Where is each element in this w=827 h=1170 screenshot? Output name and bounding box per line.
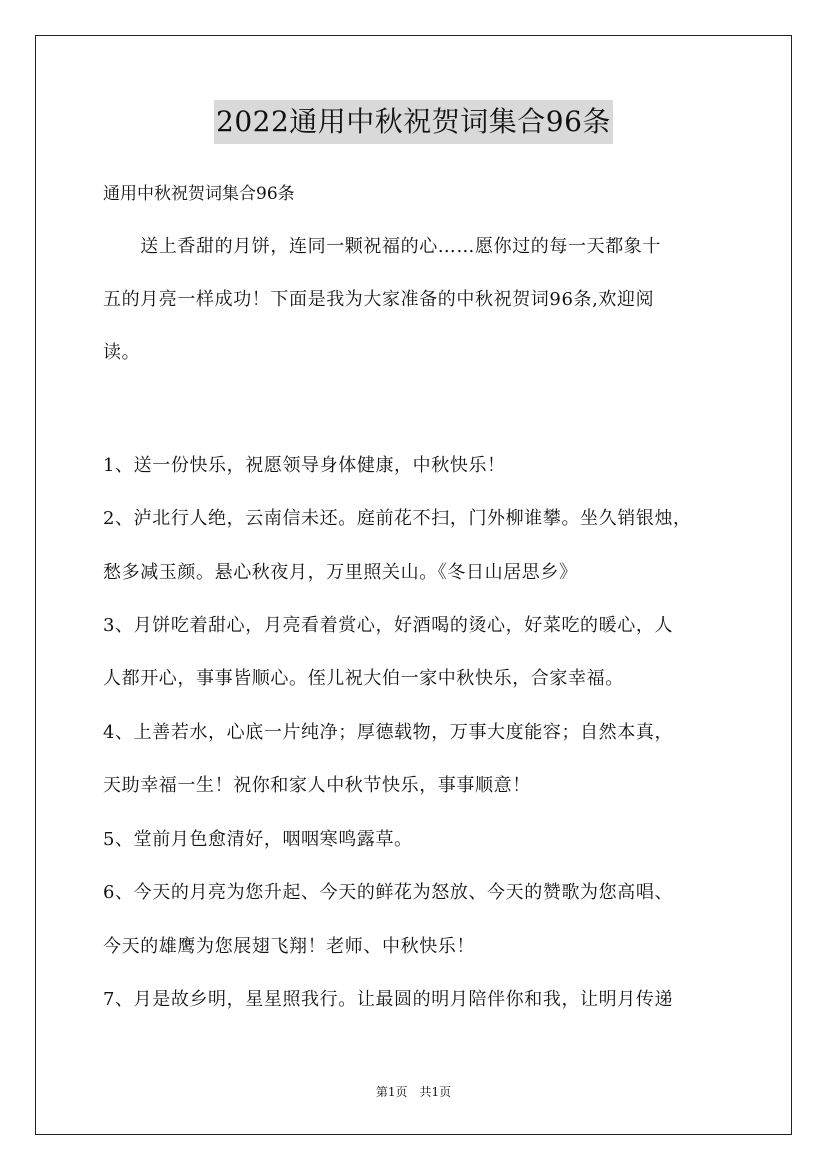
intro-line-3: 读。	[103, 342, 141, 363]
intro-line-2: 五的月亮一样成功！下面是我为大家准备的中秋祝贺词96条,欢迎阅	[103, 289, 655, 310]
document-subtitle: 通用中秋祝贺词集合96条	[103, 184, 295, 204]
greeting-line: 今天的雄鹰为您展翅飞翔！老师、中秋快乐！	[103, 936, 475, 957]
greeting-line: 人都开心，事事皆顺心。侄儿祝大伯一家中秋快乐，合家幸福。	[103, 668, 624, 689]
greeting-line: 2、泸北行人绝，云南信未还。庭前花不扫，门外柳谁攀。坐久销银烛，	[103, 508, 692, 529]
greeting-line: 7、月是故乡明，星星照我行。让最圆的明月陪伴你和我，让明月传递	[103, 989, 674, 1010]
greeting-line: 3、月饼吃着甜心，月亮看着赏心，好酒喝的烫心，好菜吃的暖心，人	[103, 615, 674, 636]
greeting-line: 6、今天的月亮为您升起、今天的鲜花为怒放、今天的赞歌为您高唱、	[103, 882, 674, 903]
intro-line-1: 送上香甜的月饼，连同一颗祝福的心……愿你过的每一天都象十	[103, 236, 661, 257]
page-footer: 第1页 共1页	[375, 1085, 452, 1099]
greeting-line: 愁多减玉颜。悬心秋夜月，万里照关山。《冬日山居思乡》	[103, 562, 578, 583]
document-title: 2022通用中秋祝贺词集合96条	[214, 100, 613, 144]
title-container	[0, 100, 827, 144]
greeting-line: 4、上善若水，心底一片纯净；厚德载物，万事大度能容；自然本真，	[103, 722, 674, 743]
greeting-line: 5、堂前月色愈清好，咽咽寒鸣露草。	[103, 829, 413, 850]
greeting-line: 1、送一份快乐，祝愿领导身体健康，中秋快乐！	[103, 455, 506, 476]
greeting-line: 天助幸福一生！祝你和家人中秋节快乐，事事顺意！	[103, 775, 531, 796]
